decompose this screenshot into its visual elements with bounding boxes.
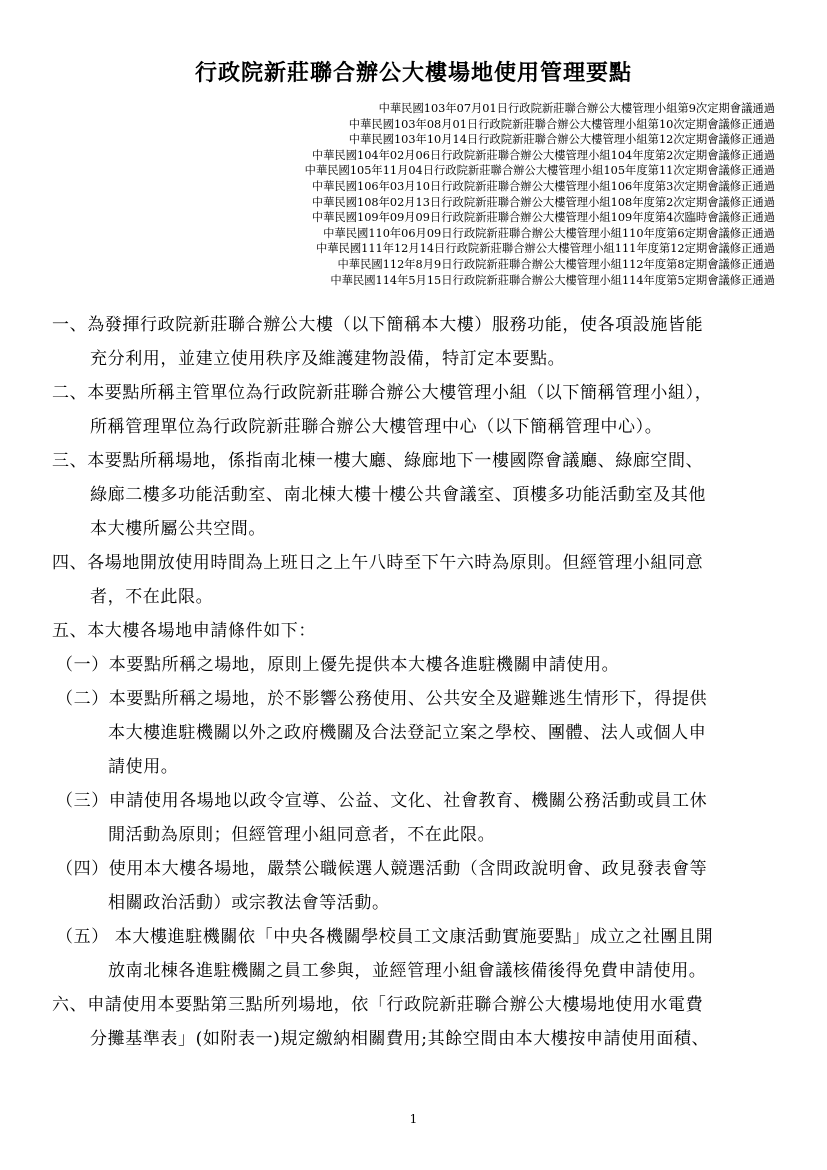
article-line: 閒活動為原則；但經管理小組同意者，不在此限。 (108, 825, 496, 845)
article-line: （一）本要點所稱之場地，原則上優先提供本大樓各進駐機關申請使用。 (56, 655, 620, 675)
article-line: 者，不在此限。 (90, 587, 214, 607)
article-item (0, 376, 827, 444)
article-subitem (0, 920, 827, 988)
document-body (0, 308, 827, 1056)
amendment-history-line: 中華民國103年08月01日行政院新莊聯合辦公大樓管理小組第10次定期會議修正通過 (348, 117, 775, 131)
amendment-history-line: 中華民國108年02月13日行政院新莊聯合辦公大樓管理小組108年度第2次定期會議修正通過 (311, 195, 775, 209)
article-item (0, 444, 827, 546)
article-line: 一、為發揮行政院新莊聯合辦公大樓（以下簡稱本大樓）服務功能，使各項設施皆能 (52, 315, 704, 335)
article-line: 三、本要點所稱場地，係指南北棟一樓大廳、綠廊地下一樓國際會議廳、綠廊空間、 (52, 451, 704, 471)
amendment-history-line: 中華民國106年03月10日行政院新莊聯合辦公大樓管理小組106年度第3次定期會議修正通過 (311, 179, 775, 193)
article-line: 綠廊二樓多功能活動室、南北棟大樓十樓公共會議室、頂樓多功能活動室及其他 (90, 485, 706, 505)
article-subitem (0, 682, 827, 784)
article-line: （二）本要點所稱之場地，於不影響公務使用、公共安全及避難逃生情形下，得提供 (56, 689, 708, 709)
article-line: 充分利用，並建立使用秩序及維護建物設備，特訂定本要點。 (90, 349, 566, 369)
article-line: （五） 本大樓進駐機關依「中央各機關學校員工文康活動實施要點」成立之社團且開 (56, 927, 714, 947)
article-line: 二、本要點所稱主管單位為行政院新莊聯合辦公大樓管理小組（以下簡稱管理小組）， (52, 383, 713, 403)
article-line: （三）申請使用各場地以政令宣導、公益、文化、社會教育、機關公務活動或員工休 (56, 791, 708, 811)
article-line: 請使用。 (108, 757, 179, 777)
amendment-history (175, 101, 775, 288)
amendment-history-line: 中華民國114年5月15日行政院新莊聯合辦公大樓管理小組114年度第5定期會議修正通過 (330, 273, 775, 287)
amendment-history-line: 中華民國110年06月09日行政院新莊聯合辦公大樓管理小組110年度第6定期會議修正通過 (323, 226, 775, 240)
amendment-history-line: 中華民國105年11月04日行政院新莊聯合辦公大樓管理小組105年度第11次定期會議修正通過 (304, 164, 775, 178)
article-subitem (0, 852, 827, 920)
amendment-history-line: 中華民國109年09月09日行政院新莊聯合辦公大樓管理小組109年度第4次臨時會議修正通過 (311, 211, 775, 225)
article-line: （四）使用本大樓各場地，嚴禁公職候選人競選活動（含問政說明會、政見發表會等 (56, 859, 708, 879)
article-line: 四、各場地開放使用時間為上班日之上午八時至下午六時為原則。但經管理小組同意 (52, 553, 704, 573)
amendment-history-line: 中華民國103年10月14日行政院新莊聯合辦公大樓管理小組第12次定期會議修正通過 (348, 133, 775, 147)
amendment-history-line: 中華民國111年12月14日行政院新莊聯合辦公大樓管理小組111年度第12定期會議修正通過 (315, 242, 775, 256)
article-line: 放南北棟各進駐機關之員工參與，並經管理小組會議核備後得免費申請使用。 (108, 961, 707, 981)
article-subitem (0, 784, 827, 852)
amendment-history-line: 中華民國112年8月9日行政院新莊聯合辦公大樓管理小組112年度第8定期會議修正通過 (337, 257, 775, 271)
article-line: 所稱管理單位為行政院新莊聯合辦公大樓管理中心（以下簡稱管理中心）。 (90, 417, 663, 437)
article-line: 相關政治活動）或宗教法會等活動。 (108, 893, 390, 913)
article-line: 五、本大樓各場地申請條件如下： (52, 621, 316, 641)
amendment-history-line: 中華民國103年07月01日行政院新莊聯合辦公大樓管理小組第9次定期會議通過 (378, 102, 775, 115)
article-item (0, 988, 827, 1056)
article-item (0, 308, 827, 376)
article-line: 本大樓所屬公共空間。 (90, 519, 266, 539)
article-item (0, 546, 827, 614)
article-subitem (0, 648, 827, 682)
document-title: 行政院新莊聯合辦公大樓場地使用管理要點 (194, 60, 632, 86)
amendment-history-line: 中華民國104年02月06日行政院新莊聯合辦公大樓管理小組104年度第2次定期會議修正通過 (311, 148, 775, 162)
page-number: 1 (409, 1112, 418, 1126)
article-line: 分攤基準表」(如附表一)規定繳納相關費用;其餘空間由本大樓按申請使用面積、 (90, 1029, 710, 1049)
article-line: 本大樓進駐機關以外之政府機關及合法登記立案之學校、團體、法人或個人申 (108, 723, 707, 743)
article-item (0, 614, 827, 648)
article-line: 六、申請使用本要點第三點所列場地，依「行政院新莊聯合辦公大樓場地使用水電費 (52, 995, 704, 1015)
